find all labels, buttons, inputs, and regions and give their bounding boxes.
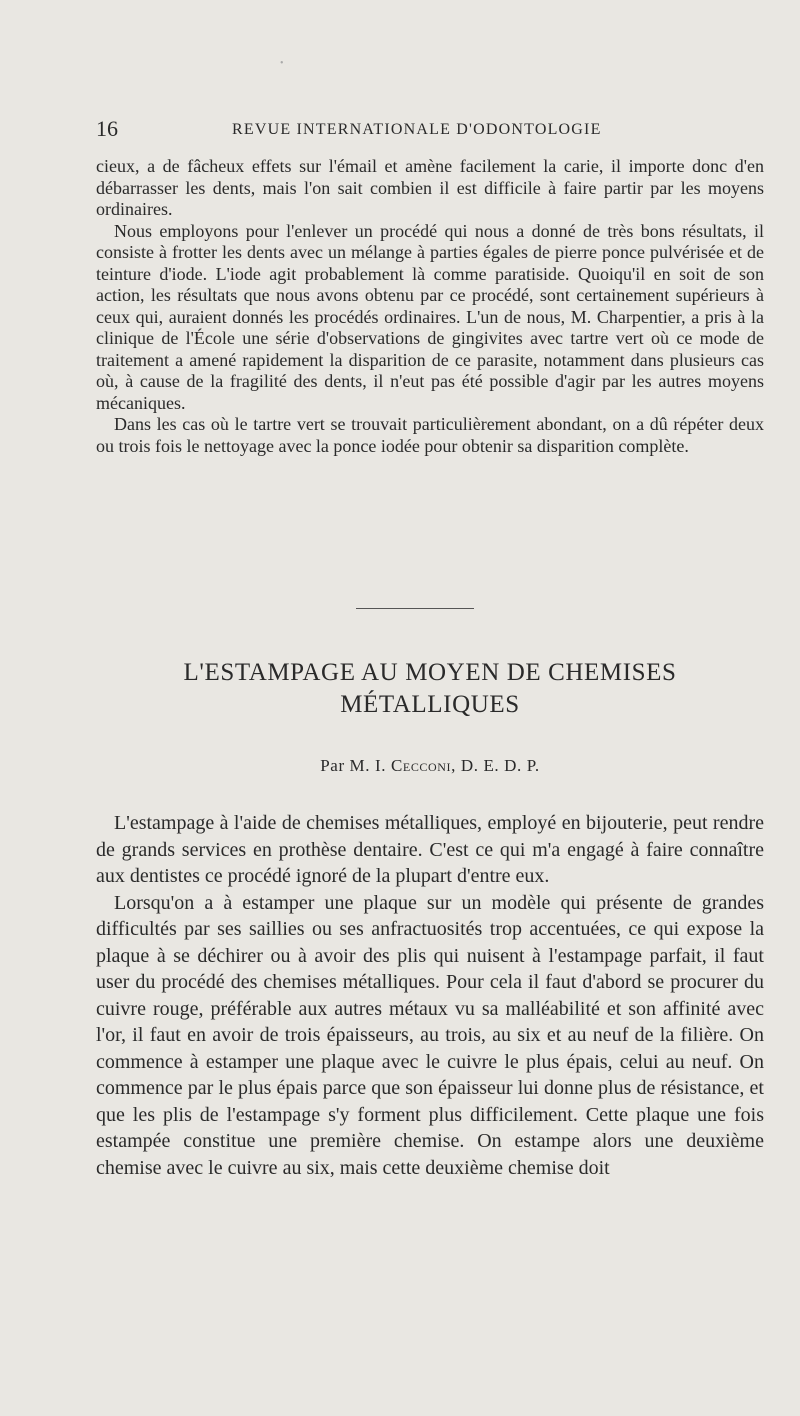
- byline-prefix: Par M. I.: [320, 756, 391, 775]
- article-title-line-2: MÉTALLIQUES: [340, 691, 520, 718]
- article-body: [96, 810, 764, 1181]
- author-byline: [96, 756, 764, 776]
- author-name: Cecconi: [390, 756, 452, 775]
- running-title: REVUE INTERNATIONALE D'ODONTOLOGIE: [232, 121, 602, 138]
- speck-mark: •: [280, 58, 284, 69]
- paragraph: Lorsqu'on a à estamper une plaque sur un modèle qui présente de grandes difficultés par ses saillies ou ses anfractuosités trop accentuées, ce qui expose la plaque à se déchirer ou à avoir des plis qui nuisent à l'estampage parfait, il faut user du procédé des chemises métalliques. Pour cela il faut d'abord se procurer du cuivre rouge, préférable aux autres métaux vu sa malléabilité et son affinité avec l'or, il faut en avoir de trois épaisseurs, au trois, au six et au neuf de la filière. On commence à estamper une plaque avec le cuivre le plus épais, celui au neuf. On commence par le plus épais parce que son épaisseur lui donne plus de résistance, et que les plis de l'estampage s'y forment plus difficilement. Cette plaque une fois estampée constitue une première chemise. On estampe alors une deuxième chemise avec le cuivre au six, mais cette deuxième chemise doit: [96, 891, 764, 1179]
- paragraph: cieux, a de fâcheux effets sur l'émail et amène facilement la carie, il importe donc d'en débarrasser les dents, mais l'on sait combien il est difficile à faire partir par les moyens ordinaires.: [96, 156, 764, 219]
- previous-article-text: [96, 156, 764, 457]
- section-divider: [356, 608, 474, 609]
- paragraph: Dans les cas où le tartre vert se trouvait particulièrement abondant, on a dû répéter deux ou trois fois le nettoyage avec la ponce iodée pour obtenir sa disparition complète.: [96, 414, 764, 456]
- paragraph: Nous employons pour l'enlever un procédé qui nous a donné de très bons résultats, il consiste à frotter les dents avec un mélange à parties égales de pierre ponce pulvérisée et de teinture d'iode. L'iode agit probablement là comme paratiside. Quoiqu'il en soit de son action, les résultats que nous avons obtenu par ce procédé, sont certainement supérieurs à ceux qui, auraient donnés les procédés ordinaires. L'un de nous, M. Charpentier, a pris à la clinique de l'École une série d'observations de gingivites avec tartre vert où ce mode de traitement a amené rapidement la disparition de ce parasite, notamment dans plusieurs cas où, à cause de la fragilité des dents, il n'eut pas été possible d'agir par les autres moyens mécaniques.: [96, 220, 764, 413]
- page-header: [96, 116, 736, 146]
- author-credentials: , D. E. D. P.: [451, 756, 540, 775]
- paragraph: L'estampage à l'aide de chemises métalliques, employé en bijouterie, peut rendre de grands services en prothèse dentaire. C'est ce qui m'a engagé à faire connaître aux dentistes ce procédé ignoré de la plupart d'entre eux.: [96, 812, 764, 887]
- article-title-line-1: L'ESTAMPAGE AU MOYEN DE CHEMISES: [183, 659, 677, 686]
- page-number: 16: [96, 116, 118, 141]
